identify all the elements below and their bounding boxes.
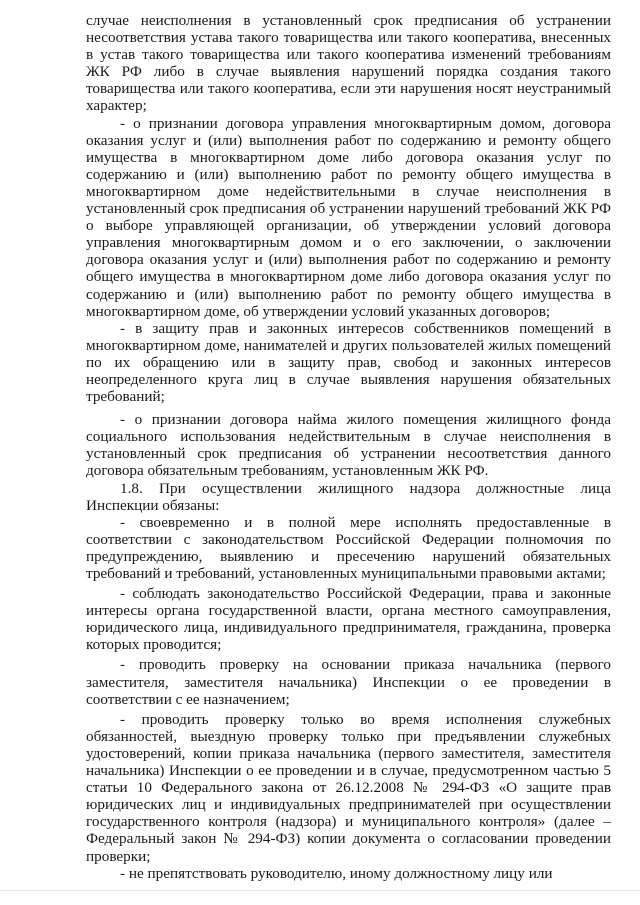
paragraph-rental-contract: - о признании договора найма жилого помещения жилищного фонда социального использования недействительным в случае неисполнения в установленный срок предписания об устранении несоответствия данного договора обязательным требованиям, установленным ЖК РФ. — [86, 411, 611, 480]
paragraph-duty-inspection-time: - проводить проверку только во время исполнения служебных обязанностей, выездную проверку только при предъявлении служебных удостоверений, копии приказа начальника (первого заместителя, заместителя начальника) Инспекции о ее проведении и в случае, предусмотренном частью 5 статьи 10 Федерального закона от 26.12.2008 № 294-ФЗ «О защите прав юридических лиц и индивидуальных предпринимателей при осуществлении государственного контроля (надзора) и муниципального контроля» (далее – Федеральный закон № 294-ФЗ) копии документа о согласовании проведении проверки; — [86, 710, 611, 865]
paragraph-section-1-8: 1.8. При осуществлении жилищного надзора должностные лица Инспекции обязаны: — [86, 479, 611, 514]
paragraph-duty-no-obstruction: - не препятствовать руководителю, иному должностному лицу или — [120, 864, 553, 882]
document-page — [86, 12, 611, 882]
paragraph-contract-management: - о признании договора управления многоквартирным домом, договора оказания услуг и (или) выполнения работ по содержанию и ремонту общего имущества в многоквартирном доме либо договора оказания услуг по содержанию и (или) выполнению работ по ремонту общего имущества в многоквартирном доме недействительными в случае неисполнения в установленный срок предписания об устранении нарушений требований ЖК РФ о выборе управляющей организации, об утверждении условий договора управления многоквартирным домом и о его заключении, о заключении договора оказания услуг и (или) выполнения работ по содержанию и ремонту общего имущества в многоквартирном доме либо договора оказания услуг по содержанию и (или) выполнению работ по ремонту общего имущества в многоквартирном доме, об утверждении условий указанных договоров; — [86, 114, 611, 320]
paragraph-duty-legislation: - соблюдать законодательство Российской Федерации, права и законные интересы органа государственной власти, органа местного самоуправления, юридического лица, индивидуального предпринимателя, гражданина, проверка которых проводится; — [86, 585, 611, 654]
paragraph-duty-powers: - своевременно и в полной мере исполнять предоставленные в соответствии с законодательством Российской Федерации полномочия по предупреждению, выявлению и пресечению нарушений обязательных требований и требований, установленных муниципальными правовыми актами; — [86, 513, 611, 582]
paragraph-duty-order: - проводить проверку на основании приказа начальника (первого заместителя, заместителя начальника) Инспекции о ее проведении в соответствии с ее назначением; — [86, 656, 611, 708]
paragraph-continuation: случае неисполнения в установленный срок предписания об устранении несоответствия устава такого товарищества или такого кооператива, внесенных в устав такого товарищества или такого кооператива изменений требованиям ЖК РФ либо в случае выявления нарушений порядка создания такого товарищества или такого кооператива, если эти нарушения носят неустранимый характер; — [86, 12, 611, 115]
paragraph-protection-of-rights: - в защиту прав и законных интересов собственников помещений в многоквартирном доме, нанимателей и других пользователей жилых помещений по их обращению или в защиту прав, свобод и законных интересов неопределенного круга лиц в случае выявления нарушения обязательных требований; — [86, 319, 611, 406]
page-bottom-edge — [0, 890, 640, 891]
